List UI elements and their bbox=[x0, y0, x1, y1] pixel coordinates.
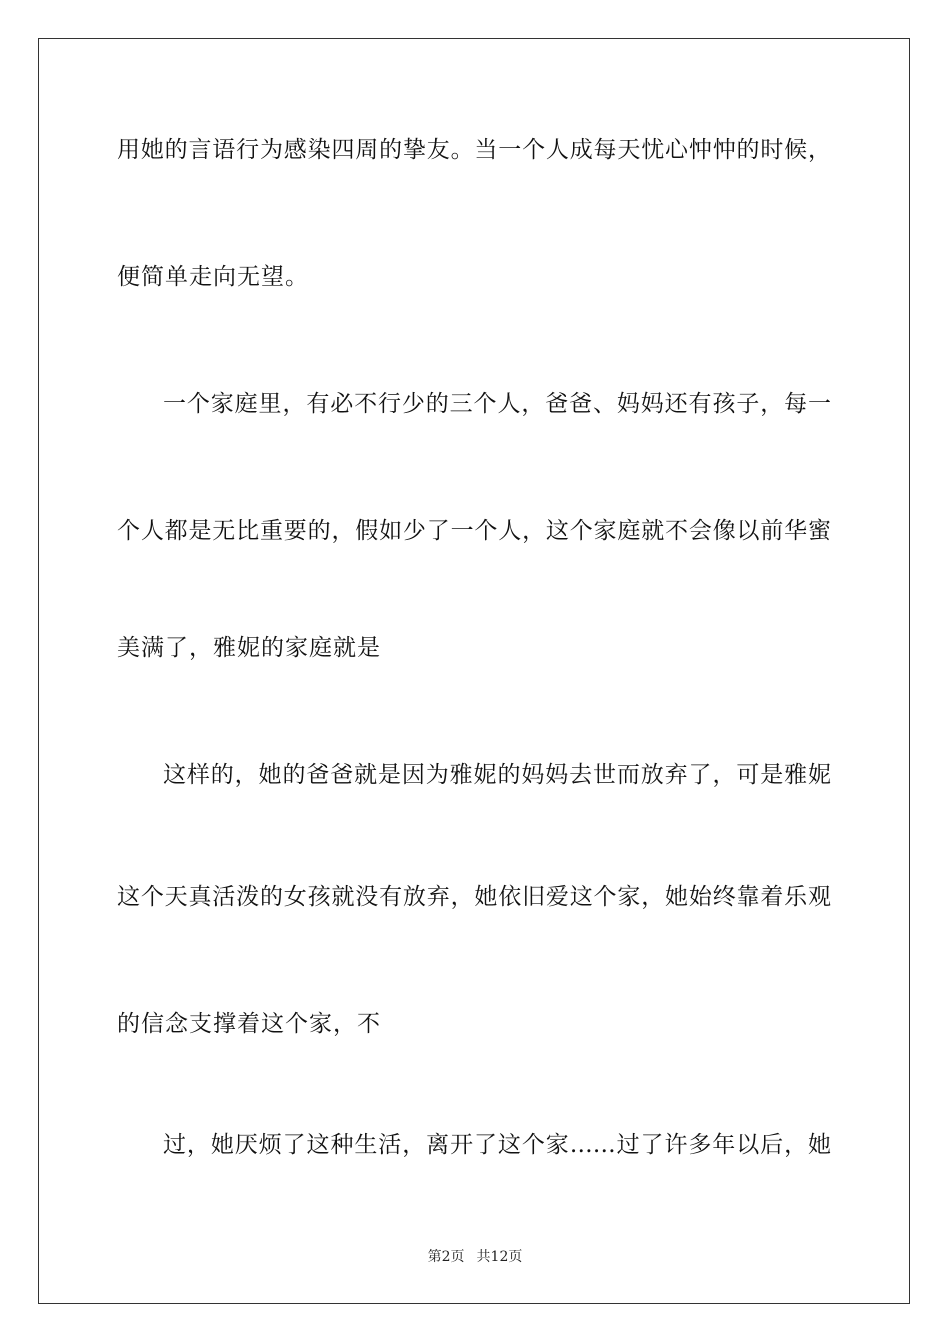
page-number-current: 第2页 bbox=[427, 1249, 465, 1265]
text-line-3: 一个家庭里，有必不行少的三个人，爸爸、妈妈还有孩子，每一 bbox=[163, 391, 831, 417]
text-line-6: 这样的，她的爸爸就是因为雅妮的妈妈去世而放弃了，可是雅妮 bbox=[163, 762, 831, 788]
text-line-8: 的信念支撑着这个家，不 bbox=[117, 1011, 381, 1037]
text-line-7: 这个天真活泼的女孩就没有放弃，她依旧爱这个家，她始终靠着乐观 bbox=[117, 884, 831, 910]
page-number-total: 共12页 bbox=[476, 1249, 523, 1265]
page-footer bbox=[0, 1248, 950, 1266]
text-line-9: 过，她厌烦了这种生活，离开了这个家……过了许多年以后，她 bbox=[163, 1132, 831, 1158]
text-line-4: 个人都是无比重要的，假如少了一个人，这个家庭就不会像以前华蜜 bbox=[117, 518, 831, 544]
text-line-5: 美满了，雅妮的家庭就是 bbox=[117, 635, 381, 661]
text-line-1: 用她的言语行为感染四周的挚友。当一个人成每天忧心忡忡的时候， bbox=[117, 137, 831, 163]
text-line-2: 便简单走向无望。 bbox=[117, 264, 309, 290]
page-border bbox=[38, 38, 910, 1304]
